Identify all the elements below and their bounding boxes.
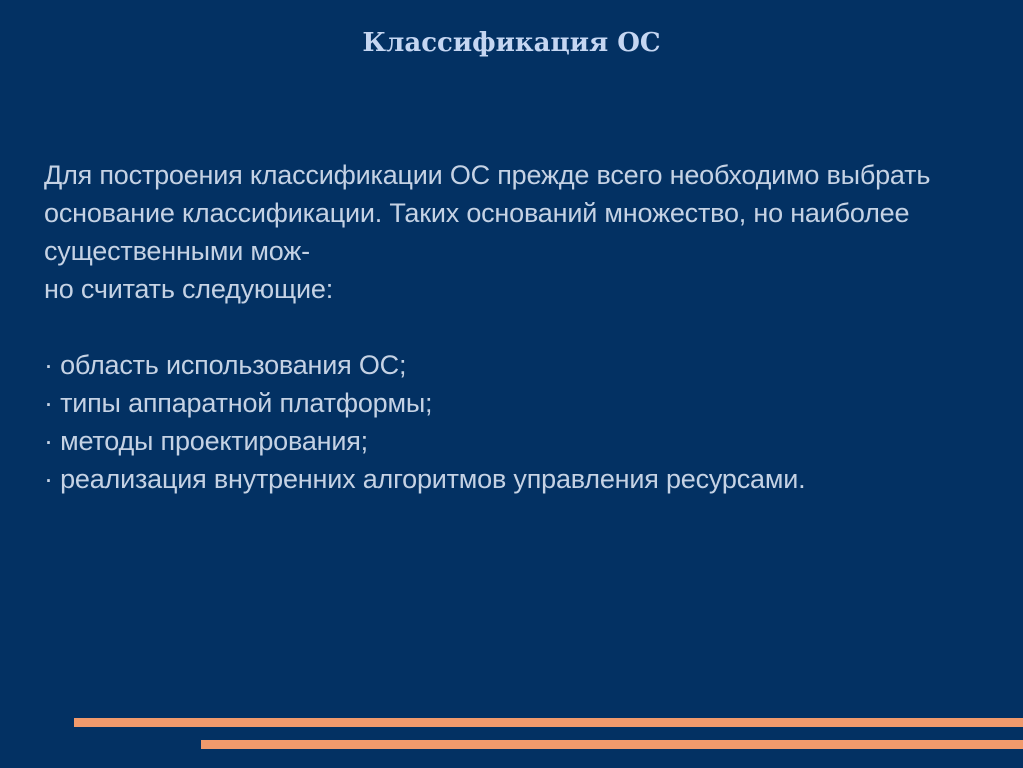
decorative-stripe-bottom [201,740,1023,749]
bullet-item: · типы аппаратной платформы; [44,388,433,418]
slide-title: Классификация ОС [362,28,661,58]
paragraph-line: но считать следующие: [44,274,333,304]
paragraph-line: существенными мож- [44,236,310,266]
bullet-item: · реализация внутренних алгоритмов управления ресурсами. [44,464,806,494]
bullet-item: · методы проектирования; [44,426,368,456]
paragraph-line: Для построения классификации ОС прежде всего необходимо выбрать [44,160,931,190]
slide-body [44,156,1004,498]
spacer [44,308,1004,346]
bullet-item: · область использования ОС; [44,350,407,380]
paragraph-line: основание классификации. Таких оснований множество, но наиболее [44,198,910,228]
decorative-stripe-top [74,718,1023,727]
